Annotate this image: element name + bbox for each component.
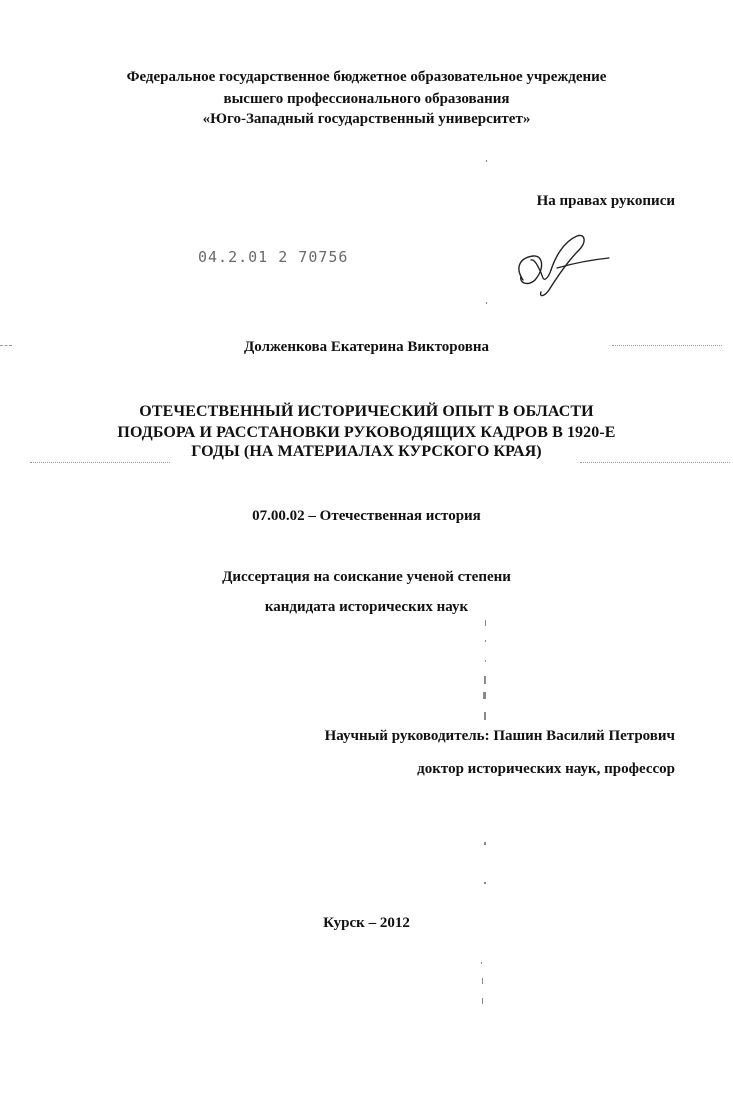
degree-line-1: Диссертация на соискание ученой степени [222,569,511,585]
manuscript-rights-note: На правах рукописи [536,193,675,209]
scan-artifact-line [30,462,170,464]
scan-speck [484,712,486,720]
dissertation-title-line-3: ГОДЫ (НА МАТЕРИАЛАХ КУРСКОГО КРАЯ) [191,443,542,460]
supervisor-line-1: Научный руководитель: Пашин Василий Петрович [324,728,675,744]
institution-line-3: «Юго-Западный государственный университет» [202,111,531,127]
scan-speck [481,962,482,964]
institution-line-2: высшего профессионального образования [223,91,510,107]
degree-line-2: кандидата исторических наук [264,599,469,615]
dissertation-title-line-2: ПОДБОРА И РАССТАНОВКИ РУКОВОДЯЩИХ КАДРОВ В 1920-Е [117,424,616,441]
scan-speck [482,998,483,1004]
scan-speck [484,676,486,684]
scan-speck [484,842,486,845]
scan-speck [483,692,486,699]
scan-speck [485,640,486,642]
scan-speck [486,302,487,304]
author-name: Долженкова Екатерина Викторовна [243,339,490,355]
scan-speck [482,978,483,984]
scan-speck [485,620,486,626]
library-stamp-number: 04.2.01 2 70756 [198,248,349,266]
dissertation-title-line-1: ОТЕЧЕСТВЕННЫЙ ИСТОРИЧЕСКИЙ ОПЫТ В ОБЛАСТИ [139,403,594,420]
scan-artifact-line [580,462,730,464]
supervisor-line-2: доктор исторических наук, профессор [417,761,675,777]
handwritten-signature-icon [505,228,620,300]
scan-speck [485,660,486,662]
scan-speck [486,160,487,162]
specialty-code: 07.00.02 – Отечественная история [252,508,481,524]
place-and-year: Курск – 2012 [323,915,410,931]
scan-speck [484,882,486,884]
institution-line-1: Федеральное государственное бюджетное образовательное учреждение [126,69,607,85]
